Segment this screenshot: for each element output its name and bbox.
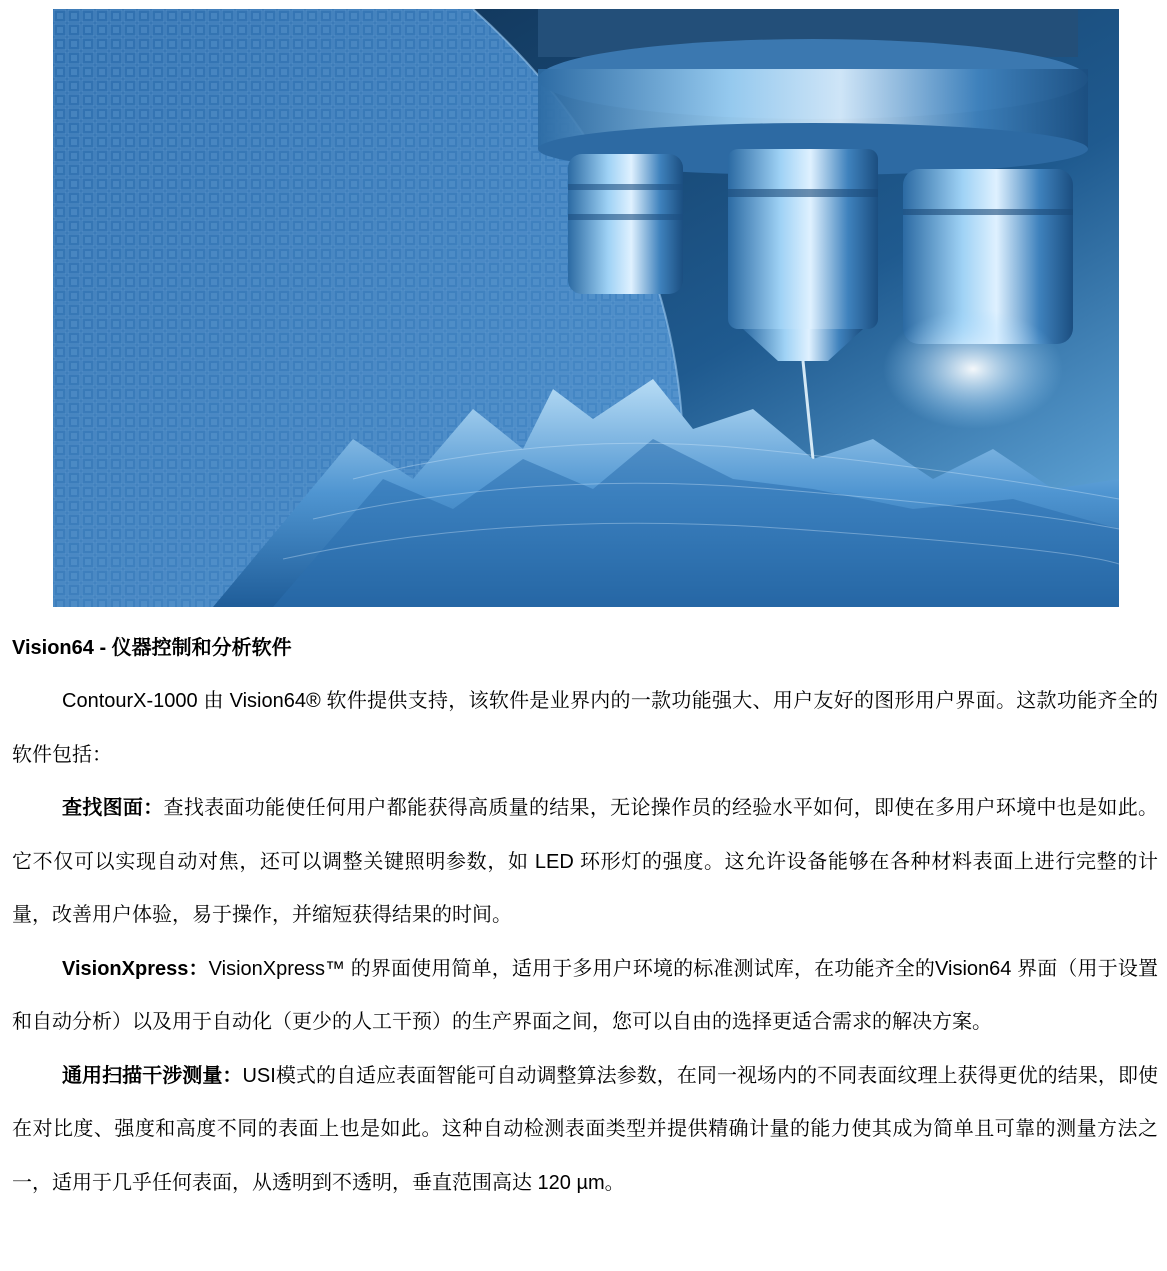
feature-text: USI模式的自适应表面智能可自动调整算法参数，在同一视场内的不同表面纹理上获得更优的结果，即使在对比度、强度和高度不同的表面上也是如此。这种自动检测表面类型并提供精确计量的能力使其成为简单且可靠的测量方法之一，适用于几乎任何表面，从透明到不透明，垂直范围高达 120 µm。 (12, 1064, 1158, 1194)
section-heading: Vision64 - 仪器控制和分析软件 (12, 637, 292, 659)
feature-label: VisionXpress： (62, 957, 209, 980)
article-body (12, 622, 1158, 1210)
feature-label: 查找图面： (62, 797, 164, 819)
feature-paragraph-visionxpress (12, 943, 1158, 1050)
feature-paragraph-usi (12, 1050, 1158, 1211)
microscope-objective-illustration (53, 9, 1119, 607)
intro-text: ContourX-1000 由 Vision64® 软件提供支持，该软件是业界内的一款功能强大、用户友好的图形用户界面。这款功能齐全的软件包括： (12, 690, 1158, 766)
intro-paragraph (12, 675, 1158, 782)
feature-label: 通用扫描干涉测量： (62, 1064, 243, 1087)
feature-text: 查找表面功能使任何用户都能获得高质量的结果，无论操作员的经验水平如何，即使在多用户环境中也是如此。它不仅可以实现自动对焦，还可以调整关键照明参数，如 LED 环形灯的强度。这允许设备能够在各种材料表面上进行完整的计量，改善用户体验，易于操作，并缩短获得结果的时间。 (12, 797, 1159, 926)
hero-image (53, 9, 1119, 607)
feature-text: VisionXpress™ 的界面使用简单，适用于多用户环境的标准测试库，在功能齐全的Vision64 界面（用于设置和自动分析）以及用于自动化（更少的人工干预）的生产界面之间，您可以自由的选择更适合需求的解决方案。 (12, 957, 1158, 1033)
feature-paragraph-find-surface (12, 782, 1158, 943)
